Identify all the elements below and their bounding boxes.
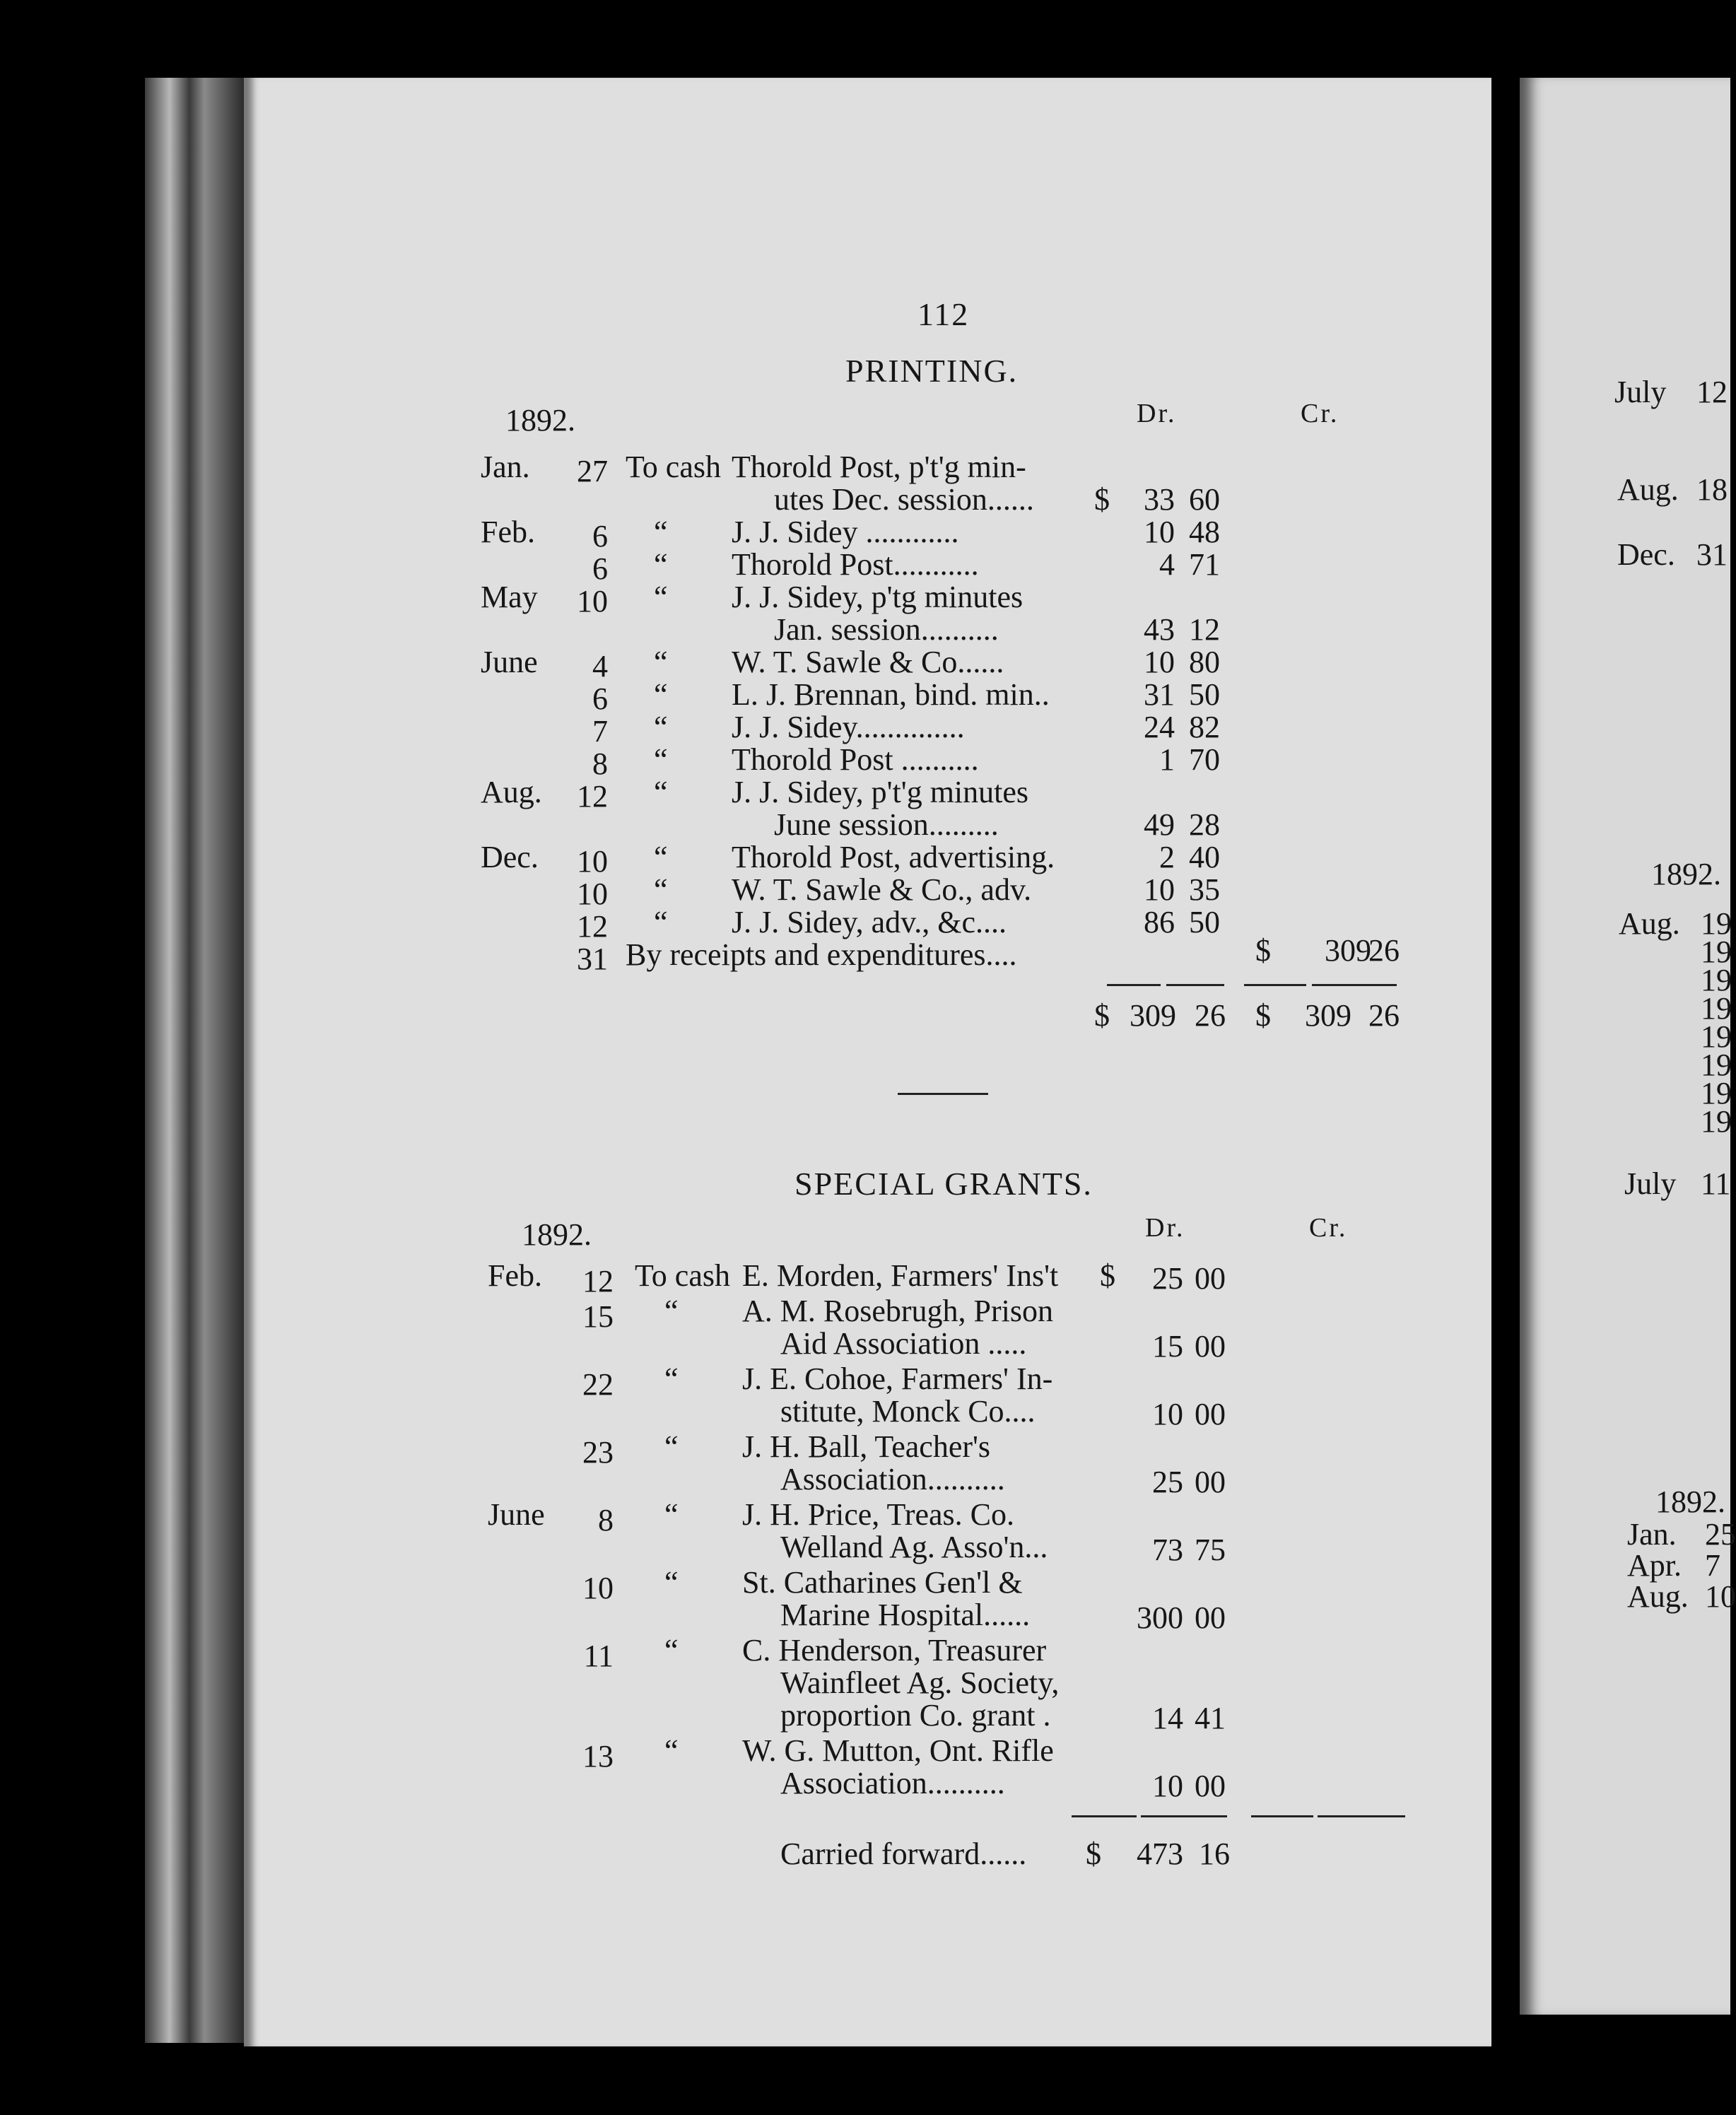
special-grants-title: SPECIAL GRANTS.	[794, 1166, 1093, 1202]
entry-description: Wainfleet Ag. Society,	[780, 1665, 1060, 1700]
dr-amount: 10	[1144, 645, 1175, 679]
facing-month: Apr.	[1627, 1548, 1682, 1583]
entry-month: Aug.	[481, 775, 542, 809]
entry-day: 8	[592, 746, 608, 781]
total-rule	[1166, 984, 1224, 986]
entry-day: 4	[592, 649, 608, 684]
entry-day: 15	[582, 1299, 614, 1334]
total-rule	[1072, 1815, 1137, 1817]
dr-amount: 4	[1159, 547, 1175, 582]
entry-month: May	[481, 580, 538, 614]
entry-description: L. J. Brennan, bind. min..	[732, 677, 1050, 712]
facing-month: Aug.	[1617, 472, 1679, 507]
entry-day: 10	[577, 877, 608, 911]
special-grants-year: 1892.	[522, 1217, 592, 1252]
entry-description: E. Morden, Farmers' Ins't	[742, 1258, 1059, 1293]
entry-description: stitute, Monck Co....	[780, 1394, 1036, 1429]
ditto-mark: “	[664, 1565, 679, 1600]
ditto-mark: “	[664, 1429, 679, 1464]
total-cr-cents: 26	[1368, 998, 1400, 1033]
carried-forward-cents: 16	[1199, 1836, 1230, 1871]
facing-month: Jan.	[1627, 1517, 1677, 1552]
dr-cents: 00	[1195, 1465, 1226, 1499]
entry-description: W. G. Mutton, Ont. Rifle	[742, 1733, 1054, 1768]
entry-description: J. J. Sidey ............	[732, 515, 959, 549]
facing-day: 19	[1701, 906, 1732, 941]
dr-amount: 2	[1159, 840, 1175, 874]
ditto-mark: “	[654, 742, 668, 777]
dr-cents: 00	[1195, 1261, 1226, 1296]
ditto-mark: “	[664, 1361, 679, 1396]
entry-description: J. J. Sidey, p'tg minutes	[732, 580, 1024, 614]
entry-description: Thorold Post ..........	[732, 742, 979, 777]
facing-month: July	[1624, 1166, 1677, 1201]
facing-year: 1892.	[1651, 857, 1721, 891]
facing-day: 25	[1705, 1517, 1736, 1552]
book-binding	[145, 78, 244, 2043]
entry-day: 7	[592, 714, 608, 749]
printing-year: 1892.	[505, 403, 575, 438]
dr-amount: 15	[1152, 1329, 1183, 1364]
entry-description: J. H. Price, Treas. Co.	[742, 1497, 1015, 1532]
entry-month: Dec.	[481, 840, 539, 874]
entry-description: J. J. Sidey, adv., &c....	[732, 905, 1007, 939]
total-rule	[1107, 984, 1161, 986]
carried-forward-label: Carried forward......	[780, 1836, 1027, 1871]
dr-cents: 28	[1189, 807, 1220, 842]
dr-cents: 12	[1189, 612, 1220, 647]
facing-day: 19	[1701, 1048, 1732, 1082]
dr-cents: 82	[1189, 710, 1220, 744]
facing-day: 12	[1696, 375, 1728, 409]
printing-title: PRINTING.	[845, 353, 1019, 389]
dr-cents: 50	[1189, 677, 1220, 712]
dr-cents: 00	[1195, 1397, 1226, 1431]
entry-description: W. T. Sawle & Co., adv.	[732, 872, 1032, 907]
entry-description: Association..........	[780, 1766, 1005, 1800]
total-rule	[1251, 1815, 1313, 1817]
dr-cents: 50	[1189, 905, 1220, 939]
entry-day: 6	[592, 519, 608, 553]
facing-month: July	[1614, 375, 1667, 409]
dr-amount: 10	[1152, 1769, 1183, 1803]
entry-month: Feb.	[481, 515, 535, 549]
dr-amount: 86	[1144, 905, 1175, 939]
facing-day: 19	[1701, 1076, 1732, 1111]
facing-day: 7	[1705, 1548, 1720, 1583]
entry-day: 10	[582, 1571, 614, 1605]
entry-description: J. H. Ball, Teacher's	[742, 1429, 991, 1464]
dr-amount: 73	[1152, 1533, 1183, 1567]
ditto-mark: “	[664, 1733, 679, 1768]
dr-cents: 71	[1189, 547, 1220, 582]
dr-dollar-sign: $	[1100, 1258, 1115, 1293]
total-rule	[1141, 1815, 1227, 1817]
dr-amount: 25	[1152, 1465, 1183, 1499]
dr-cents: 80	[1189, 645, 1220, 679]
printing-dr-header: Dr.	[1137, 399, 1177, 428]
entry-description: Thorold Post, advertising.	[732, 840, 1055, 874]
entry-description: Marine Hospital......	[780, 1598, 1031, 1632]
entry-description: J. J. Sidey..............	[732, 710, 965, 744]
facing-day: 11	[1701, 1166, 1731, 1201]
facing-day: 10	[1705, 1579, 1736, 1614]
dr-amount: 10	[1152, 1397, 1183, 1431]
ditto-mark: “	[654, 775, 668, 809]
cr-amount: 309	[1325, 933, 1371, 968]
ditto-mark: “	[664, 1294, 679, 1328]
dr-cents: 00	[1195, 1329, 1226, 1364]
entry-day: 12	[582, 1264, 614, 1299]
facing-day: 19	[1701, 991, 1732, 1026]
entry-description: C. Henderson, Treasurer	[742, 1633, 1047, 1668]
entry-day: 12	[577, 909, 608, 944]
ditto-mark: “	[654, 872, 668, 907]
ditto-mark: “	[654, 515, 668, 549]
entry-day: 12	[577, 779, 608, 814]
dr-amount: 31	[1144, 677, 1175, 712]
entry-prefix: To cash	[635, 1258, 730, 1293]
dr-cents: 48	[1189, 515, 1220, 549]
total-rule	[1312, 984, 1397, 986]
entry-day: 6	[592, 681, 608, 716]
entry-day: 13	[582, 1739, 614, 1774]
entry-month: June	[481, 645, 538, 679]
ditto-mark: “	[654, 677, 668, 712]
dr-cents: 40	[1189, 840, 1220, 874]
ditto-mark: “	[654, 840, 668, 874]
printing-cr-header: Cr.	[1301, 399, 1339, 428]
entry-day: 10	[577, 584, 608, 619]
entry-description: J. J. Sidey, p't'g minutes	[732, 775, 1029, 809]
dr-amount: 25	[1152, 1261, 1183, 1296]
entry-month: Jan.	[481, 450, 530, 484]
entry-description: St. Catharines Gen'l &	[742, 1565, 1023, 1600]
entry-prefix: To cash	[626, 450, 721, 484]
dr-amount: 49	[1144, 807, 1175, 842]
ditto-mark: “	[654, 580, 668, 614]
cr-cents: 26	[1368, 933, 1400, 968]
entry-description: Thorold Post, p't'g min-	[732, 450, 1026, 484]
ditto-mark: “	[654, 710, 668, 744]
entry-day: 22	[582, 1367, 614, 1402]
ditto-mark: “	[664, 1497, 679, 1532]
entry-month: Feb.	[488, 1258, 542, 1293]
dr-dollar-sign: $	[1094, 482, 1110, 517]
entry-description: By receipts and expenditures....	[626, 937, 1017, 972]
dr-cents: 75	[1195, 1533, 1226, 1567]
entry-day: 6	[592, 551, 608, 586]
ditto-mark: “	[654, 645, 668, 679]
dr-cents: 60	[1189, 482, 1220, 517]
dr-cents: 00	[1195, 1600, 1226, 1635]
entry-day: 10	[577, 844, 608, 879]
entry-description: Jan. session..........	[774, 612, 999, 647]
total-cr-amount: 309	[1305, 998, 1351, 1033]
special-grants-cr-header: Cr.	[1309, 1213, 1348, 1243]
facing-day: 19	[1701, 1104, 1732, 1139]
dr-amount: 33	[1144, 482, 1175, 517]
entry-description: W. T. Sawle & Co......	[732, 645, 1004, 679]
facing-day: 19	[1701, 935, 1732, 969]
dr-cents: 70	[1189, 742, 1220, 777]
facing-month: Aug.	[1627, 1579, 1689, 1614]
total-rule	[1244, 984, 1306, 986]
facing-page	[1520, 78, 1730, 2015]
dr-cents: 00	[1195, 1769, 1226, 1803]
ditto-mark: “	[664, 1633, 679, 1668]
facing-day: 19	[1701, 963, 1732, 997]
entry-description: June session.........	[774, 807, 999, 842]
entry-description: Welland Ag. Asso'n...	[780, 1530, 1048, 1564]
total-dr-amount: 309	[1130, 998, 1176, 1033]
dr-amount: 14	[1152, 1701, 1183, 1735]
dr-cents: 35	[1189, 872, 1220, 907]
ditto-mark: “	[654, 547, 668, 582]
carried-forward-amount: 473	[1137, 1836, 1183, 1871]
entry-month: June	[488, 1497, 545, 1532]
entry-description: J. E. Cohoe, Farmers' In-	[742, 1361, 1053, 1396]
dr-amount: 10	[1144, 515, 1175, 549]
entry-day: 11	[583, 1639, 614, 1673]
dr-amount: 24	[1144, 710, 1175, 744]
entry-day: 23	[582, 1435, 614, 1470]
facing-month: Aug.	[1619, 906, 1680, 941]
total-dr-dollar: $	[1094, 998, 1110, 1033]
total-cr-dollar: $	[1255, 998, 1271, 1033]
dr-cents: 41	[1195, 1701, 1226, 1735]
facing-day: 18	[1696, 472, 1728, 507]
facing-day: 31	[1696, 537, 1728, 572]
entry-day: 8	[598, 1503, 614, 1537]
entry-day: 31	[577, 942, 608, 976]
total-rule	[1318, 1815, 1405, 1817]
dr-amount: 300	[1137, 1600, 1183, 1635]
entry-description: utes Dec. session......	[774, 482, 1034, 517]
facing-year: 1892.	[1655, 1484, 1725, 1519]
section-divider	[898, 1093, 988, 1095]
page-number: 112	[917, 296, 970, 332]
entry-description: proportion Co. grant .	[780, 1698, 1051, 1733]
entry-day: 27	[577, 454, 608, 488]
carried-forward-dollar: $	[1086, 1836, 1101, 1871]
dr-amount: 43	[1144, 612, 1175, 647]
facing-day: 19	[1701, 1019, 1732, 1054]
entry-description: Aid Association .....	[780, 1326, 1027, 1361]
facing-month: Dec.	[1617, 537, 1675, 572]
entry-description: A. M. Rosebrugh, Prison	[742, 1294, 1054, 1328]
ditto-mark: “	[654, 905, 668, 939]
entry-description: Association..........	[780, 1462, 1005, 1496]
special-grants-dr-header: Dr.	[1145, 1213, 1185, 1243]
entry-description: Thorold Post...........	[732, 547, 979, 582]
total-dr-cents: 26	[1195, 998, 1226, 1033]
cr-dollar-sign: $	[1255, 933, 1271, 968]
dr-amount: 1	[1159, 742, 1175, 777]
dr-amount: 10	[1144, 872, 1175, 907]
